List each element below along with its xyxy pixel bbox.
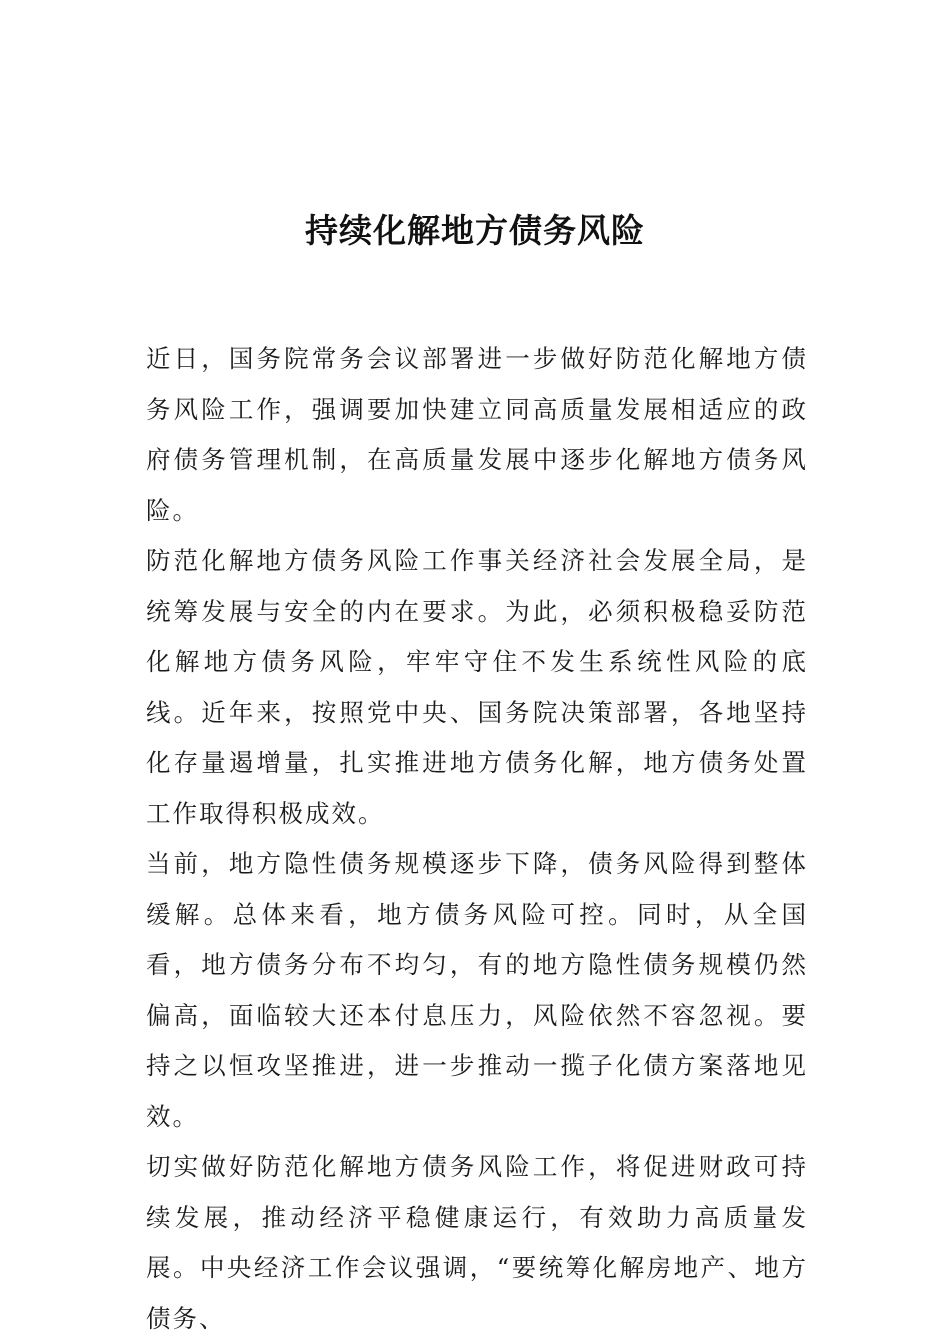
document-title: 持续化解地方债务风险 [305,211,645,250]
paragraph-1: 近日，国务院常务会议部署进一步做好防范化解地方债务风险工作，强调要加快建立同高质量发展相适应的政府债务管理机制，在高质量发展中逐步化解地方债务风险。 [146,344,808,525]
paragraph-4: 切实做好防范化解地方债务风险工作，将促进财政可持续发展，推动经济平稳健康运行，有效助力高质量发展。中央经济工作会议强调，“要统筹化解房地产、地方债务、 [146,1152,808,1333]
paragraph-2: 防范化解地方债务风险工作事关经济社会发展全局，是统筹发展与安全的内在要求。为此，必须积极稳妥防范化解地方债务风险，牢牢守住不发生系统性风险的底线。近年来，按照党中央、国务院决策部署，各地坚持化存量遏增量，扎实推进地方债务化解，地方债务处置工作取得积极成效。 [146,546,808,828]
paragraph-3: 当前，地方隐性债务规模逐步下降，债务风险得到整体缓解。总体来看，地方债务风险可控。同时，从全国看，地方债务分布不均匀，有的地方隐性债务规模仍然偏高，面临较大还本付息压力，风险依然不容忽视。要持之以恒攻坚推进，进一步推动一揽子化债方案落地见效。 [146,849,808,1131]
document-body [146,334,808,1344]
